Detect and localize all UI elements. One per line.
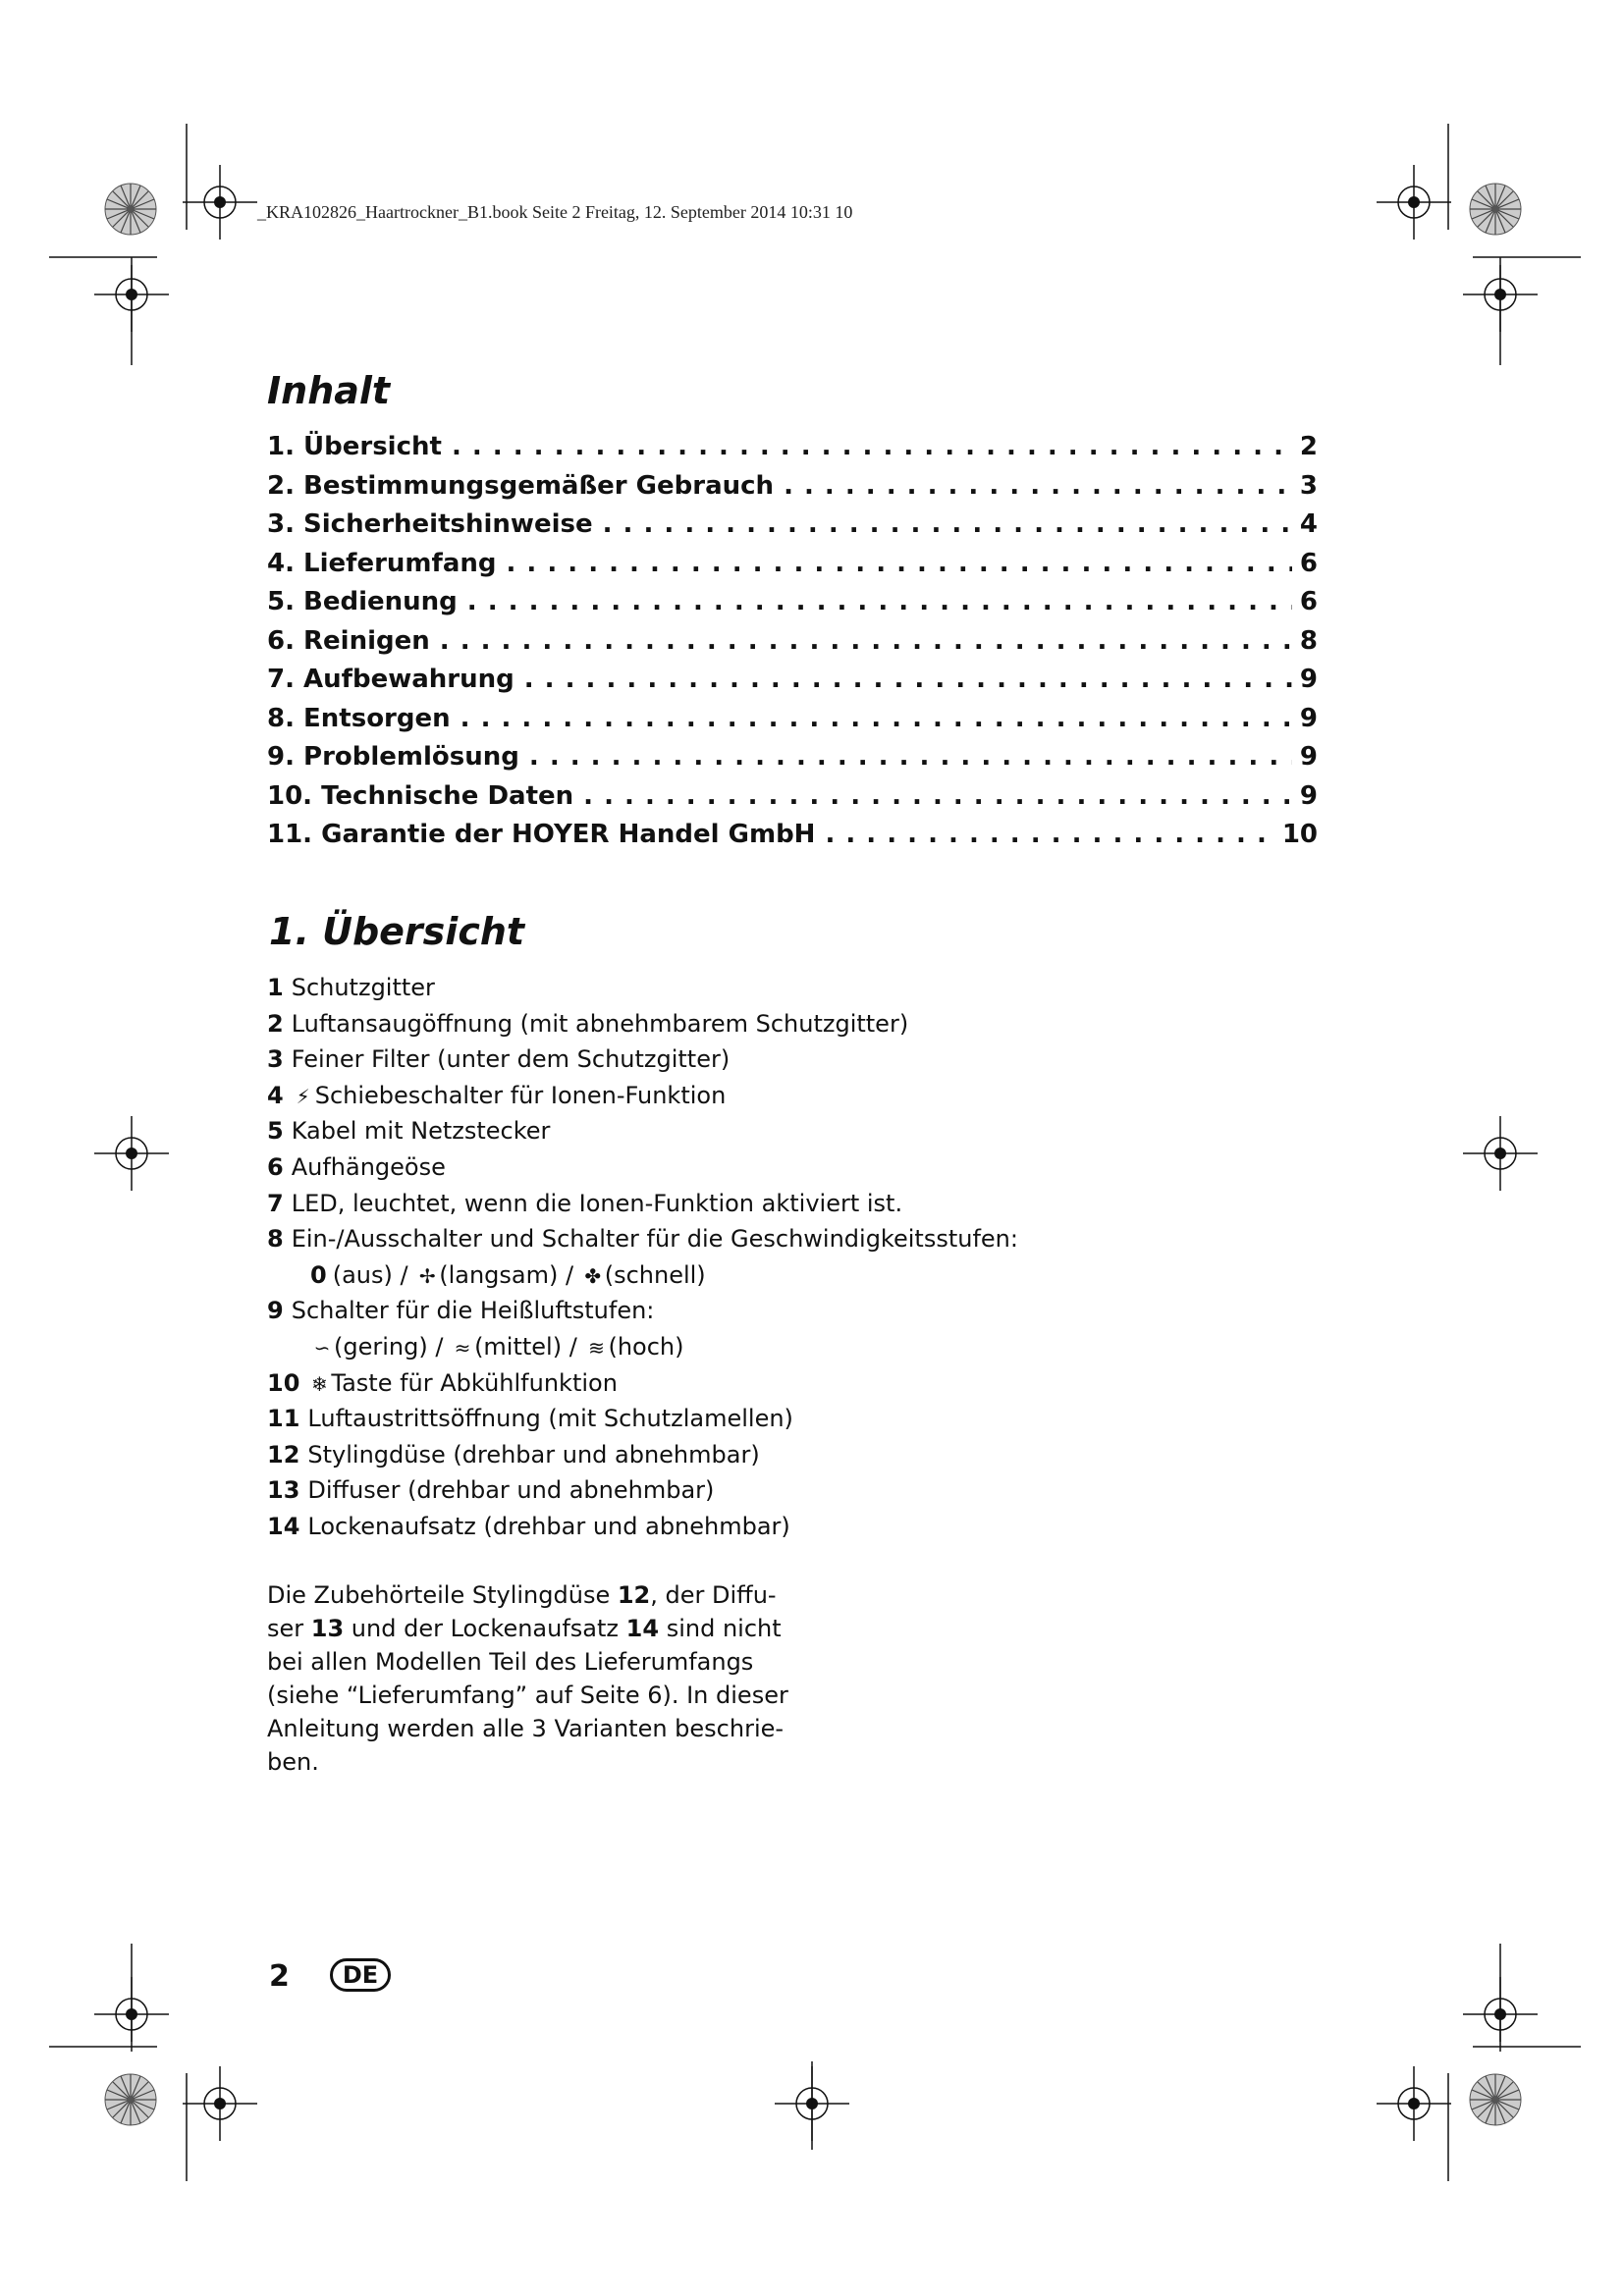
page-number: 2 [269, 1959, 290, 1994]
item-text: LED, leuchtet, wenn die Ionen-Funktion aktiviert ist. [291, 1189, 903, 1217]
toc-entry[interactable] [267, 742, 1318, 781]
item-text: Kabel mit Netzstecker [291, 1117, 551, 1146]
toc-leader-dots [583, 781, 1292, 811]
list-item [267, 1509, 1018, 1545]
language-badge: DE [330, 1958, 391, 1992]
note-ref-12: 12 [617, 1581, 651, 1609]
toc-entry-label: 10. Technische Daten [267, 780, 574, 811]
heat-high: (hoch) [608, 1332, 684, 1361]
toc-entry[interactable] [267, 665, 1318, 704]
note-ref-14: 14 [625, 1615, 660, 1642]
toc-entry-label: 11. Garantie der HOYER Handel GmbH [267, 820, 816, 849]
toc-entry-label: 2. Bestimmungsgemäßer Gebrauch [267, 470, 775, 501]
toc-entry-page: 2 [1299, 432, 1318, 461]
list-item [267, 1113, 1018, 1149]
item-number: 11 [267, 1405, 300, 1433]
item-text: Schalter für die Heißluftstufen: [291, 1297, 655, 1325]
item-text: Schiebeschalter für Ionen-Funktion [314, 1081, 727, 1109]
speed-levels [267, 1257, 1018, 1294]
toc-leader-dots [524, 665, 1292, 694]
item-text: Luftaustrittsöffnung (mit Schutzlamellen) [307, 1405, 793, 1433]
toc-leader-dots [460, 704, 1292, 733]
toc-entry-page: 9 [1299, 703, 1318, 733]
toc-entry-page: 6 [1299, 587, 1318, 616]
list-item [267, 970, 1018, 1006]
heat-levels [267, 1329, 1018, 1365]
toc-entry[interactable] [267, 471, 1318, 510]
list-item [267, 1293, 1018, 1329]
toc-entry[interactable] [267, 509, 1318, 549]
ion-icon: ⚡ [296, 1084, 310, 1108]
overview-title: 1. Übersicht [269, 910, 525, 953]
item-number: 12 [267, 1440, 300, 1468]
item-number: 14 [267, 1512, 300, 1540]
item-number: 4 [267, 1081, 284, 1109]
toc-leader-dots [452, 432, 1292, 461]
item-number: 10 [267, 1368, 300, 1397]
list-item [267, 1149, 1018, 1186]
toc-entry-label: 8. Entsorgen [267, 703, 451, 733]
heat-high-icon: ≋ [588, 1335, 605, 1360]
item-text: Aufhängeöse [291, 1152, 446, 1181]
toc-leader-dots [529, 742, 1292, 772]
note-text: und der Lockenaufsatz [344, 1615, 626, 1642]
item-number: 3 [267, 1045, 284, 1074]
accessory-note [267, 1578, 797, 1779]
heat-low-icon: ∽ [313, 1335, 331, 1360]
item-text: Luftansaugöffnung (mit abnehmbarem Schutzgitter) [291, 1009, 909, 1038]
item-number: 9 [267, 1297, 284, 1325]
item-number: 6 [267, 1152, 284, 1181]
item-text: Lockenaufsatz (drehbar und abnehmbar) [307, 1512, 790, 1540]
toc-leader-dots [784, 471, 1292, 501]
item-text: Feiner Filter (unter dem Schutzgitter) [291, 1045, 731, 1074]
toc-entry[interactable] [267, 820, 1318, 859]
item-number: 1 [267, 974, 284, 1001]
toc-entry-page: 4 [1299, 509, 1318, 539]
toc-entry-label: 9. Problemlösung [267, 742, 519, 772]
list-item [267, 1221, 1018, 1257]
list-item [267, 1472, 1018, 1509]
heat-mid-icon: ≈ [454, 1335, 471, 1360]
item-number: 8 [267, 1225, 284, 1254]
item-text: Stylingdüse (drehbar und abnehmbar) [307, 1440, 760, 1468]
toc-leader-dots [440, 626, 1292, 656]
table-of-contents [267, 432, 1318, 859]
heat-low: (gering) / [334, 1332, 444, 1361]
toc-entry-page: 9 [1299, 665, 1318, 694]
toc-title: Inhalt [267, 369, 391, 412]
toc-entry-page: 8 [1299, 625, 1318, 656]
toc-entry-page: 10 [1281, 820, 1318, 849]
toc-entry[interactable] [267, 432, 1318, 471]
list-item [267, 1041, 1018, 1078]
item-text: Taste für Abkühlfunktion [331, 1368, 618, 1397]
list-item [267, 1006, 1018, 1042]
list-item [267, 1186, 1018, 1222]
toc-entry-label: 7. Aufbewahrung [267, 665, 514, 694]
toc-entry-label: 6. Reinigen [267, 625, 430, 656]
parts-list [267, 970, 1018, 1545]
heat-mid: (mittel) / [474, 1332, 577, 1361]
list-item [267, 1401, 1018, 1437]
toc-leader-dots [467, 587, 1292, 616]
item-text: Schutzgitter [291, 974, 435, 1001]
speed-slow: (langsam) / [439, 1260, 574, 1289]
toc-entry-page: 9 [1299, 742, 1318, 772]
toc-entry-label: 1. Übersicht [267, 432, 442, 461]
toc-entry-label: 5. Bedienung [267, 587, 458, 616]
item-text: Diffuser (drehbar und abnehmbar) [307, 1476, 715, 1505]
toc-entry-label: 4. Lieferumfang [267, 548, 497, 578]
toc-entry[interactable] [267, 626, 1318, 666]
snowflake-icon: ❄ [311, 1371, 328, 1396]
toc-entry-page: 6 [1299, 548, 1318, 578]
note-ref-13: 13 [310, 1615, 345, 1642]
toc-entry-label: 3. Sicherheitshinweise [267, 509, 593, 539]
toc-entry[interactable] [267, 549, 1318, 588]
speed-fast: (schnell) [604, 1260, 706, 1289]
item-number: 13 [267, 1476, 300, 1505]
list-item [267, 1078, 1018, 1114]
fan-fast-icon: ✤ [584, 1263, 602, 1288]
note-text: , der Diffu-ser [267, 1581, 777, 1642]
list-item [267, 1437, 1018, 1473]
speed-off: (aus) / [332, 1260, 408, 1289]
speed-zero: 0 [310, 1260, 327, 1289]
item-number: 2 [267, 1009, 284, 1038]
toc-leader-dots [825, 820, 1273, 849]
toc-leader-dots [603, 509, 1292, 539]
note-text: sind nicht bei allen Modellen Teil des Lieferumfangs (siehe “Lieferumfang” auf Seite 6). In dieser Anleitung werden alle 3 Varianten beschrie-ben. [267, 1615, 788, 1776]
toc-entry[interactable] [267, 704, 1318, 743]
toc-leader-dots [506, 549, 1291, 578]
book-header: _KRA102826_Haartrockner_B1.book Seite 2 Freitag, 12. September 2014 10:31 10 [257, 202, 853, 222]
toc-entry[interactable] [267, 781, 1318, 821]
item-text: Ein-/Ausschalter und Schalter für die Geschwindigkeitsstufen: [291, 1225, 1018, 1254]
item-number: 5 [267, 1117, 284, 1146]
item-number: 7 [267, 1189, 284, 1217]
toc-entry[interactable] [267, 587, 1318, 626]
list-item [267, 1365, 1018, 1402]
toc-entry-page: 9 [1299, 780, 1318, 811]
fan-slow-icon: ✢ [418, 1263, 436, 1288]
note-text: Die Zubehörteile Stylingdüse [267, 1581, 618, 1609]
toc-entry-page: 3 [1299, 470, 1318, 501]
